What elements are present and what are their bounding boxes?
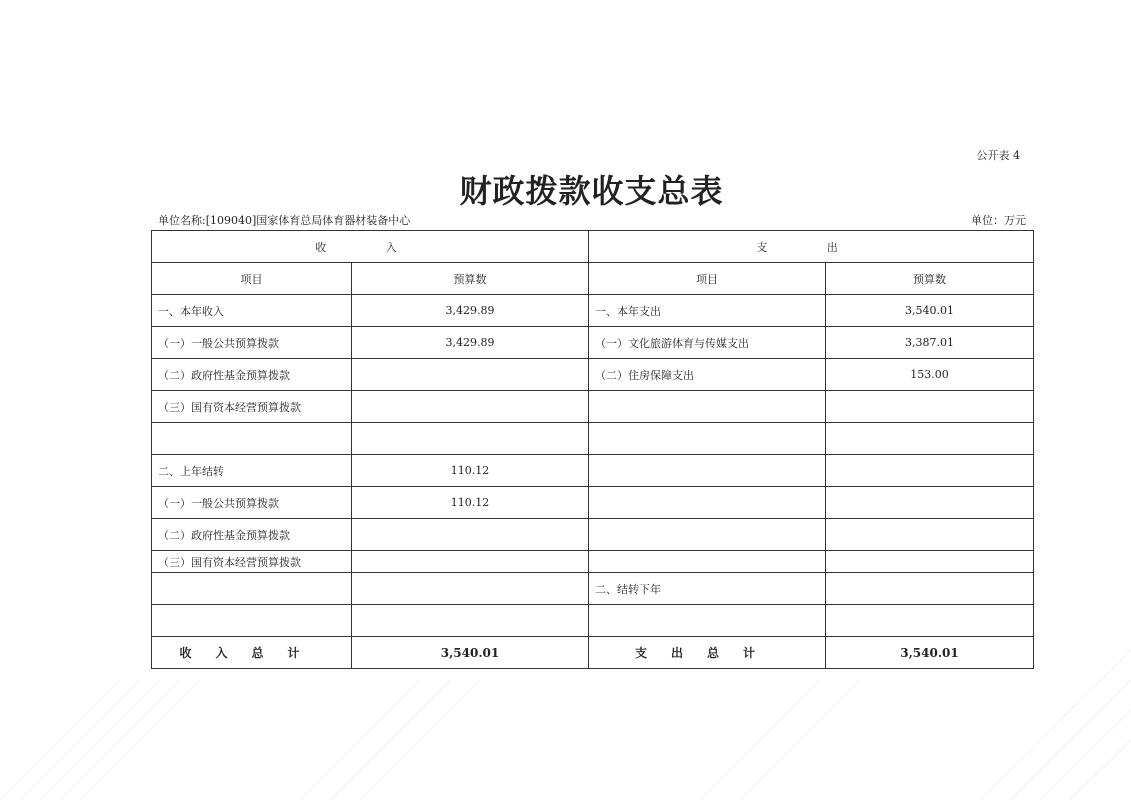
- income-value: [352, 605, 589, 637]
- page-title: 财政拨款收支总表: [459, 172, 724, 210]
- income-item: （三）国有资本经营预算拨款: [152, 391, 352, 423]
- expense-total-label: 支出总计: [589, 637, 826, 669]
- totals-row: [152, 637, 1034, 669]
- expense-item: [589, 519, 826, 551]
- table-row: [152, 519, 1034, 551]
- income-value: 3,429.89: [352, 327, 589, 359]
- section-header-row: [152, 231, 1034, 263]
- table-row: [152, 391, 1034, 423]
- expense-value: 153.00: [826, 359, 1034, 391]
- income-item: （一）一般公共预算拨款: [152, 487, 352, 519]
- expense-value: [826, 519, 1034, 551]
- expense-item: （一）文化旅游体育与传媒支出: [589, 327, 826, 359]
- expense-item: [589, 391, 826, 423]
- income-value: 110.12: [352, 455, 589, 487]
- income-item: （三）国有资本经营预算拨款: [152, 551, 352, 573]
- income-item: （二）政府性基金预算拨款: [152, 359, 352, 391]
- income-item: （二）政府性基金预算拨款: [152, 519, 352, 551]
- income-item: [152, 573, 352, 605]
- income-section-header: 收 入: [152, 231, 589, 263]
- income-item: [152, 423, 352, 455]
- expense-total-value: 3,540.01: [826, 637, 1034, 669]
- table-row: [152, 295, 1034, 327]
- income-value: [352, 519, 589, 551]
- income-item: 二、上年结转: [152, 455, 352, 487]
- expense-value: [826, 455, 1034, 487]
- expense-item-header: 项目: [589, 263, 826, 295]
- budget-table: [151, 230, 1034, 669]
- expense-item: [589, 487, 826, 519]
- income-value: 3,429.89: [352, 295, 589, 327]
- currency-unit-label: 单位：万元: [971, 214, 1026, 227]
- income-item: （一）一般公共预算拨款: [152, 327, 352, 359]
- expense-section-header: 支 出: [589, 231, 1034, 263]
- table-row: [152, 327, 1034, 359]
- income-item: [152, 605, 352, 637]
- expense-value: [826, 605, 1034, 637]
- income-budget-header: 预算数: [352, 263, 589, 295]
- expense-item: 一、本年支出: [589, 295, 826, 327]
- expense-value: [826, 551, 1034, 573]
- expense-item: [589, 551, 826, 573]
- table-row: [152, 423, 1034, 455]
- table-row: [152, 359, 1034, 391]
- income-value: [352, 391, 589, 423]
- income-total-label: 收入总计: [152, 637, 352, 669]
- table-row: [152, 551, 1034, 573]
- income-item: 一、本年收入: [152, 295, 352, 327]
- expense-value: [826, 487, 1034, 519]
- income-value: 110.12: [352, 487, 589, 519]
- income-value: [352, 551, 589, 573]
- income-value: [352, 359, 589, 391]
- column-header-row: [152, 263, 1034, 295]
- form-number: 公开表 4: [976, 149, 1020, 162]
- income-item-header: 项目: [152, 263, 352, 295]
- table-row: [152, 455, 1034, 487]
- income-value: [352, 573, 589, 605]
- table-row: [152, 573, 1034, 605]
- expense-item: （二）住房保障支出: [589, 359, 826, 391]
- expense-item: [589, 605, 826, 637]
- income-value: [352, 423, 589, 455]
- table-row: [152, 487, 1034, 519]
- expense-budget-header: 预算数: [826, 263, 1034, 295]
- income-total-value: 3,540.01: [352, 637, 589, 669]
- expense-value: [826, 573, 1034, 605]
- table-row: [152, 605, 1034, 637]
- expense-value: [826, 391, 1034, 423]
- expense-value: [826, 423, 1034, 455]
- expense-value: 3,540.01: [826, 295, 1034, 327]
- expense-item: [589, 455, 826, 487]
- unit-name: 单位名称:[109040]国家体育总局体育器材装备中心: [158, 214, 411, 227]
- expense-item: 二、结转下年: [589, 573, 826, 605]
- expense-item: [589, 423, 826, 455]
- expense-value: 3,387.01: [826, 327, 1034, 359]
